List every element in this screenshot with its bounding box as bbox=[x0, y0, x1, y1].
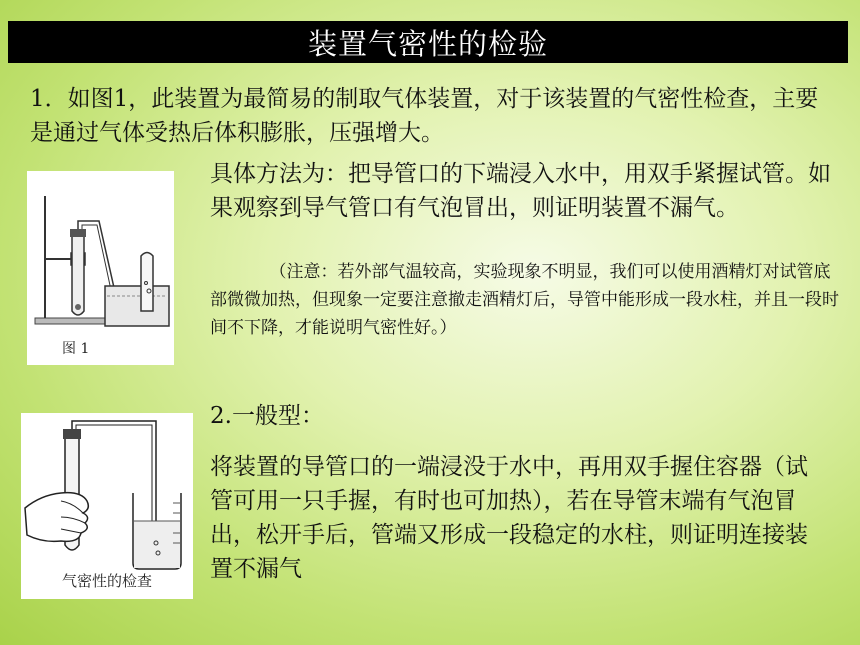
section-2-heading: 2.一般型： bbox=[210, 403, 324, 429]
figure-1-caption: 图 1 bbox=[62, 341, 90, 357]
title-bar bbox=[8, 21, 848, 63]
method-paragraph: 具体方法为：把导管口的下端浸入水中，用双手紧握试管。如果观察到导气管口有气泡冒出，则证明装置不漏气。 bbox=[210, 161, 831, 221]
figure-2-caption: 气密性的检查 bbox=[62, 572, 153, 590]
note-paragraph: （注意：若外部气温较高，实验现象不明显，我们可以使用酒精灯对试管底部微微加热，但现象一定要注意撤走酒精灯后，导管中能形成一段水柱，并且一段时间不下降，才能说明气密性好。） bbox=[210, 262, 839, 338]
intro-paragraph: 1．如图1，此装置为最简易的制取气体装置，对于该装置的气密性检查，主要是通过气体受热后体积膨胀，压强增大。 bbox=[30, 86, 819, 146]
figure-1-apparatus bbox=[27, 171, 174, 365]
general-method-paragraph: 将装置的导管口的一端浸没于水中，再用双手握住容器（试管可用一只手握，有时也可加热），若在导管末端有气泡冒出，松开手后，管端又形成一段稳定的水柱，则证明连接装置不漏气 bbox=[210, 454, 808, 582]
apparatus-illustration bbox=[27, 171, 174, 365]
page-title: 装置气密性的检验 bbox=[307, 26, 548, 61]
